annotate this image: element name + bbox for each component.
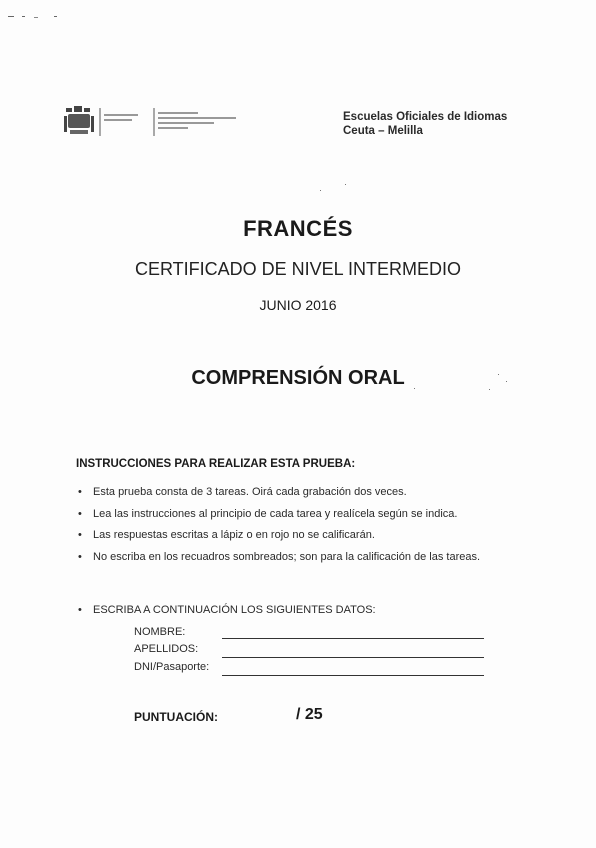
coat-of-arms-icon: [62, 104, 252, 140]
candidate-data-heading: • ESCRIBA A CONTINUACIÓN LOS SIGUIENTES DATOS:: [78, 604, 376, 616]
instruction-item: • Esta prueba consta de 3 tareas. Oirá cada grabación dos veces.: [78, 486, 518, 500]
surname-field-line[interactable]: [222, 657, 484, 658]
scan-artifact: [8, 14, 68, 20]
instructions-heading: INSTRUCCIONES PARA REALIZAR ESTA PRUEBA:: [76, 458, 356, 470]
surname-label: APELLIDOS:: [134, 643, 199, 655]
name-field-line[interactable]: [222, 638, 484, 639]
certificate-level: CERTIFICADO DE NIVEL INTERMEDIO: [134, 259, 462, 279]
instructions-list: [78, 486, 518, 572]
ministry-logo: [62, 104, 252, 140]
exam-date: JUNIO 2016: [259, 297, 337, 313]
exam-section: COMPRENSIÓN ORAL: [191, 367, 405, 389]
exam-language: FRANCÉS: [243, 216, 353, 241]
school-line-2: Ceuta – Melilla: [343, 125, 423, 137]
id-label: DNI/Pasaporte:: [134, 661, 210, 673]
instruction-item: • Lea las instrucciones al principio de cada tarea y realícela según se indica.: [78, 508, 518, 522]
score-label: PUNTUACIÓN:: [134, 710, 218, 724]
school-line-1: Escuelas Oficiales de Idiomas: [343, 111, 508, 123]
instruction-item: • Las respuestas escritas a lápiz o en rojo no se calificarán.: [78, 529, 518, 543]
id-field-line[interactable]: [222, 675, 484, 676]
score-total: / 25: [296, 706, 323, 723]
school-name: [343, 110, 507, 138]
name-label: NOMBRE:: [134, 626, 186, 638]
instruction-item: • No escriba en los recuadros sombreados; son para la calificación de las tareas.: [78, 551, 518, 565]
